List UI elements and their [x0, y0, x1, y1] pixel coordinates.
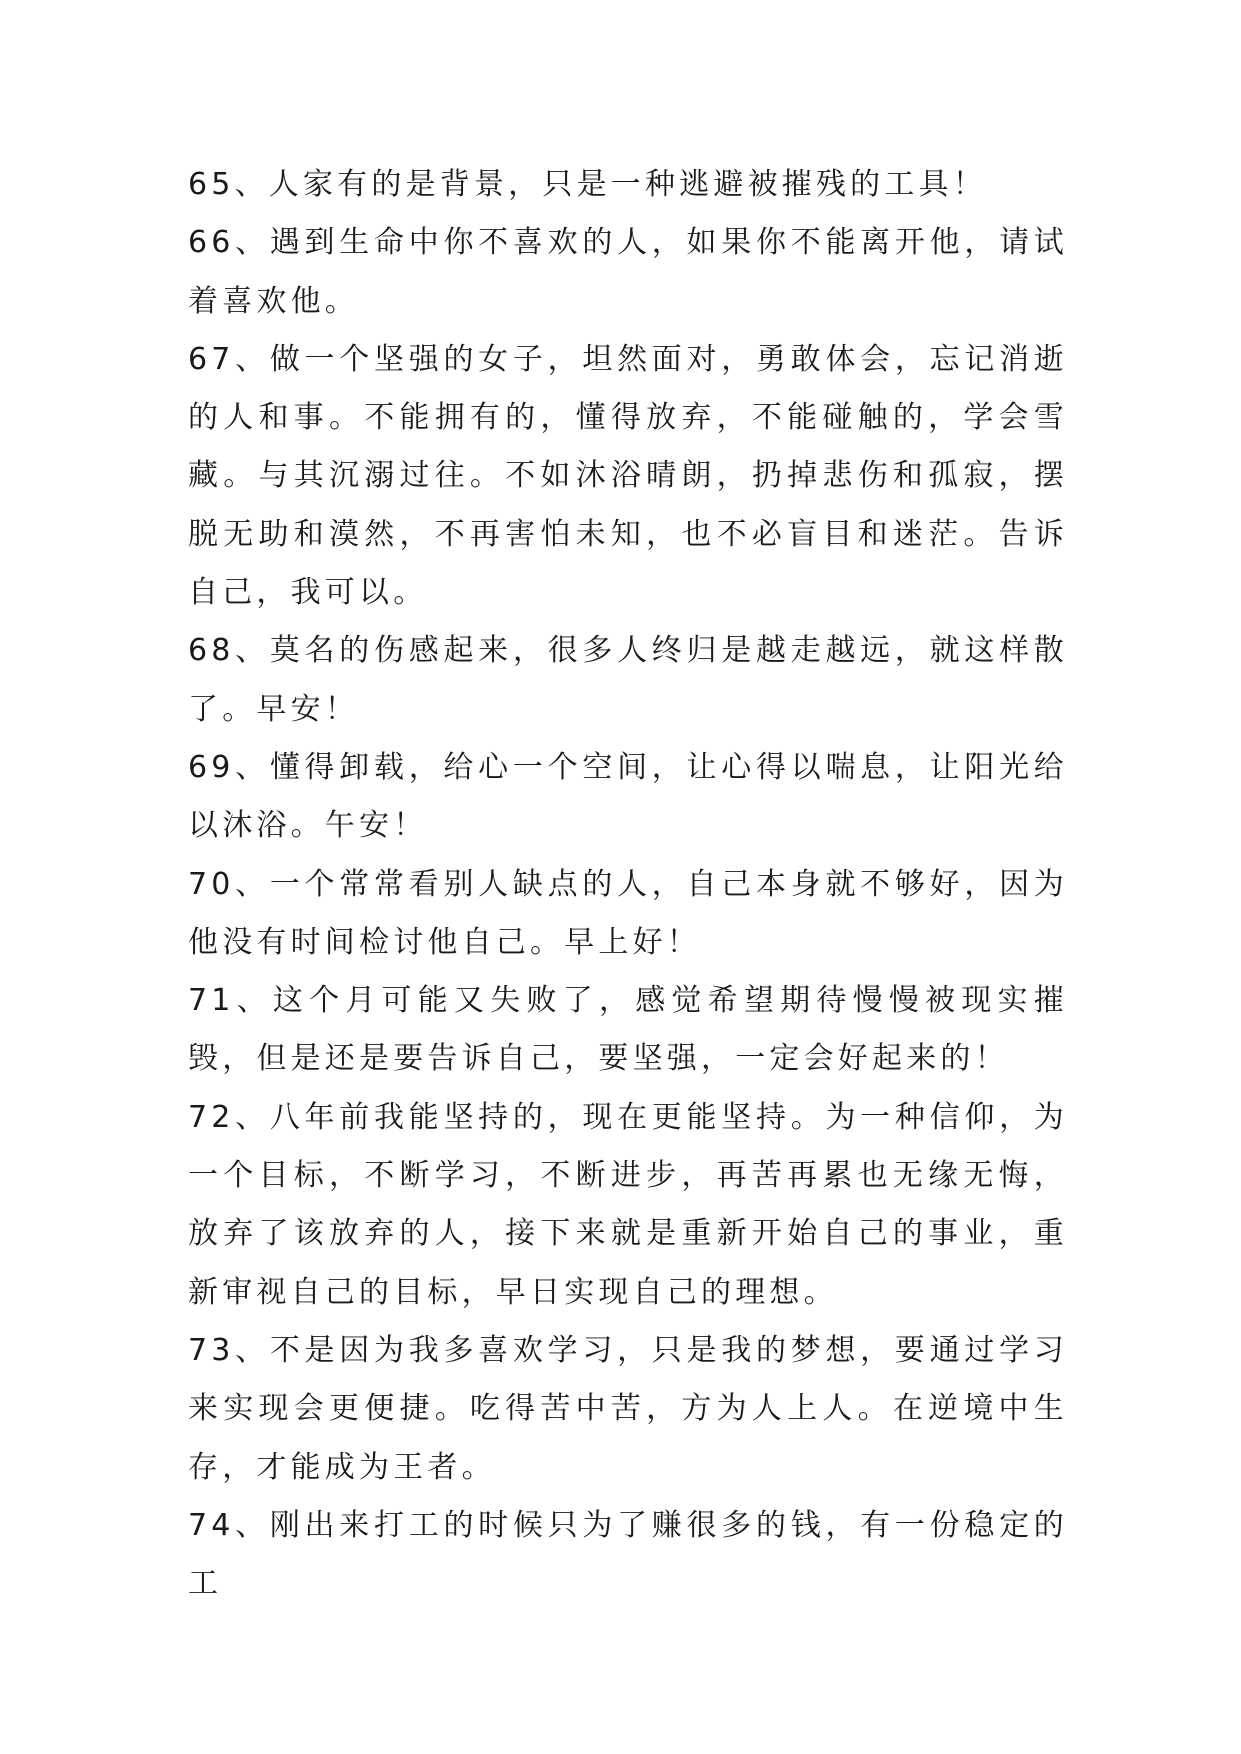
quote-entry-67: 67、做一个坚强的女子，坦然面对，勇敢体会，忘记消逝的人和事。不能拥有的，懂得放弃，不能碰触的，学会雪藏。与其沉溺过往。不如沐浴晴朗，扔掉悲伤和孤寂，摆脱无助和漠然，不再害怕未知，也不必盲目和迷茫。告诉自己，我可以。	[188, 341, 1068, 611]
quote-entry-69: 69、懂得卸载，给心一个空间，让心得以喘息，让阳光给以沐浴。午安！	[188, 749, 1068, 844]
quote-entry-66: 66、遇到生命中你不喜欢的人，如果你不能离开他，请试着喜欢他。	[188, 225, 1068, 319]
quote-entry-68: 68、莫名的伤感起来，很多人终归是越走越远，就这样散了。早安！	[188, 633, 1068, 727]
quote-entry-74: 74、刚出来打工的时候只为了赚很多的钱，有一份稳定的工	[188, 1507, 1068, 1602]
quote-entry-71: 71、这个月可能又失败了，感觉希望期待慢慢被现实摧毁，但是还是要告诉自己，要坚强，一定会好起来的！	[188, 983, 1068, 1077]
quote-entry-73: 73、不是因为我多喜欢学习，只是我的梦想，要通过学习来实现会更便捷。吃得苦中苦，方为人上人。在逆境中生存，才能成为王者。	[188, 1332, 1068, 1485]
quote-entry-72: 72、八年前我能坚持的，现在更能坚持。为一种信仰，为一个目标，不断学习，不断进步，再苦再累也无缘无悔，放弃了该放弃的人，接下来就是重新开始自己的事业，重新审视自己的目标，早日实现自己的理想。	[188, 1099, 1068, 1310]
document-page	[188, 156, 1068, 1613]
quote-entry-65: 65、人家有的是背景，只是一种逃避被摧残的工具！	[188, 167, 987, 202]
quote-entry-70: 70、一个常常看别人缺点的人，自己本身就不够好，因为他没有时间检讨他自己。早上好！	[188, 866, 1068, 960]
